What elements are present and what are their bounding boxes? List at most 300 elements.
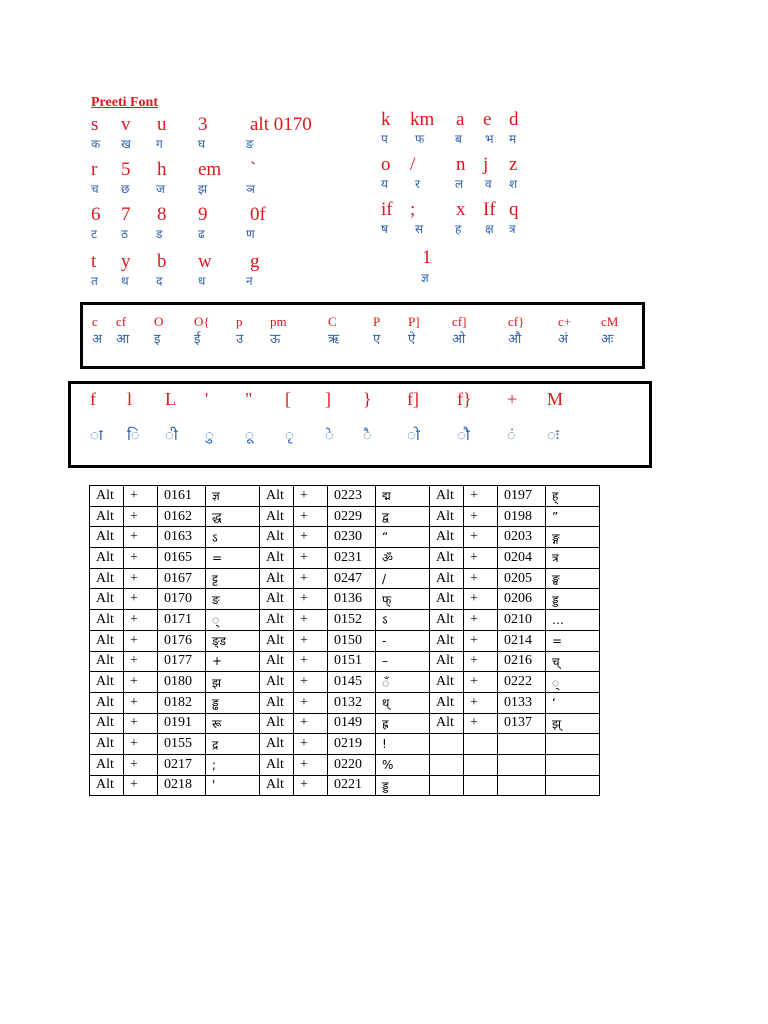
table-row	[90, 506, 600, 527]
devanagari-char: अः	[601, 332, 614, 347]
devanagari-char: फ	[415, 132, 425, 146]
roman-key: t	[91, 251, 97, 272]
code-cell: Alt	[90, 527, 124, 548]
devanagari-char: घ	[198, 137, 206, 151]
code-cell: Alt	[430, 672, 464, 693]
code-cell: +	[294, 734, 328, 755]
code-cell: +	[464, 713, 498, 734]
roman-key: h	[157, 159, 167, 180]
glyph-cell: '	[206, 775, 260, 796]
code-cell	[464, 734, 498, 755]
code-cell	[498, 734, 546, 755]
roman-key: f	[90, 389, 96, 409]
code-cell: +	[124, 692, 158, 713]
table-row	[90, 734, 600, 755]
code-cell: +	[294, 527, 328, 548]
code-cell: 0223	[328, 486, 376, 507]
code-cell: +	[124, 734, 158, 755]
code-cell: 0137	[498, 713, 546, 734]
roman-key: n	[456, 154, 466, 175]
devanagari-char: ख	[121, 137, 131, 151]
code-cell: +	[124, 527, 158, 548]
devanagari-char: ल	[455, 177, 464, 191]
devanagari-char: ढ	[198, 227, 205, 241]
matra-sign: ृ	[285, 426, 294, 444]
table-row	[90, 527, 600, 548]
code-cell: +	[464, 651, 498, 672]
code-cell: 0229	[328, 506, 376, 527]
devanagari-char: भ	[485, 132, 494, 146]
roman-key: km	[410, 109, 435, 130]
glyph-cell: ”	[546, 506, 600, 527]
code-cell: 0149	[328, 713, 376, 734]
code-cell: Alt	[90, 672, 124, 693]
code-cell: 0230	[328, 527, 376, 548]
code-cell: +	[124, 713, 158, 734]
devanagari-char: द	[156, 274, 163, 288]
code-cell: 0170	[158, 589, 206, 610]
code-cell	[464, 775, 498, 796]
devanagari-char: उ	[236, 332, 244, 347]
roman-key: b	[157, 251, 167, 272]
code-cell: Alt	[260, 754, 294, 775]
code-cell: 0152	[328, 610, 376, 631]
roman-key: f]	[407, 389, 419, 409]
glyph-cell: ड्ढ	[206, 692, 260, 713]
roman-key: 3	[198, 114, 208, 135]
code-cell: +	[464, 568, 498, 589]
code-cell: +	[294, 672, 328, 693]
vowel-box	[80, 302, 645, 369]
devanagari-char: ज	[156, 182, 165, 196]
glyph-cell: ङ्ग	[546, 527, 600, 548]
devanagari-char: ञ	[246, 182, 255, 196]
devanagari-char: त्र	[509, 222, 516, 236]
code-cell: 0216	[498, 651, 546, 672]
roman-key: c	[92, 314, 98, 329]
code-cell: +	[294, 589, 328, 610]
devanagari-char: ह	[455, 222, 462, 236]
code-cell: Alt	[430, 527, 464, 548]
roman-key: "	[245, 389, 253, 409]
devanagari-char: ग	[156, 137, 163, 151]
glyph-cell: फ्	[376, 589, 430, 610]
glyph-cell: ड्ड	[376, 775, 430, 796]
devanagari-char: ड	[156, 227, 163, 241]
devanagari-char: ज्ञ	[421, 271, 429, 285]
roman-key: f}	[457, 389, 472, 409]
roman-key: 0f	[250, 204, 266, 225]
code-cell: +	[464, 610, 498, 631]
roman-key: P	[373, 314, 381, 329]
devanagari-char: न	[246, 274, 253, 288]
matra-sign: ी	[165, 426, 178, 444]
matra-sign: ं	[507, 426, 516, 444]
code-cell: Alt	[90, 734, 124, 755]
code-cell: Alt	[90, 713, 124, 734]
code-cell: 0145	[328, 672, 376, 693]
devanagari-char: ण	[246, 227, 255, 241]
glyph-cell: ह्	[546, 486, 600, 507]
roman-key: r	[91, 159, 98, 180]
roman-key: P]	[408, 314, 420, 329]
glyph-cell: ्	[206, 610, 260, 631]
code-cell: Alt	[430, 506, 464, 527]
code-cell: Alt	[90, 610, 124, 631]
code-cell: Alt	[260, 630, 294, 651]
glyph-cell: रू	[206, 713, 260, 734]
devanagari-char: थ	[121, 274, 129, 288]
devanagari-char: ङ	[246, 137, 254, 151]
code-cell: 0133	[498, 692, 546, 713]
code-cell: 0220	[328, 754, 376, 775]
devanagari-char: ध	[198, 274, 206, 288]
code-cell: 0247	[328, 568, 376, 589]
roman-key: if	[381, 199, 393, 220]
devanagari-char: व	[485, 177, 492, 191]
devanagari-char: ऋ	[328, 332, 340, 347]
code-cell: 0136	[328, 589, 376, 610]
code-cell: +	[294, 548, 328, 569]
code-cell: +	[124, 548, 158, 569]
page-title: Preeti Font	[91, 95, 158, 110]
devanagari-char: ई	[194, 332, 201, 347]
glyph-cell: ऽ	[376, 610, 430, 631]
code-cell: +	[294, 754, 328, 775]
roman-key: 9	[198, 204, 208, 225]
glyph-cell: ज्ञ	[206, 486, 260, 507]
glyph-cell: ह्र	[376, 713, 430, 734]
code-cell: 0206	[498, 589, 546, 610]
code-cell: +	[294, 610, 328, 631]
code-cell: 0165	[158, 548, 206, 569]
roman-key: s	[91, 114, 99, 135]
code-cell: Alt	[260, 775, 294, 796]
code-cell: +	[124, 589, 158, 610]
table-row	[90, 568, 600, 589]
devanagari-char: आ	[116, 332, 130, 347]
code-cell: 0132	[328, 692, 376, 713]
code-cell: Alt	[430, 610, 464, 631]
roman-key: `	[250, 159, 257, 180]
code-cell: 0167	[158, 568, 206, 589]
code-cell: Alt	[430, 589, 464, 610]
code-cell	[464, 754, 498, 775]
glyph-cell: ट्ट	[206, 568, 260, 589]
glyph-cell: ॐ	[376, 548, 430, 569]
code-cell: 0177	[158, 651, 206, 672]
glyph-cell	[546, 775, 600, 796]
roman-key: o	[381, 154, 391, 175]
glyph-cell	[546, 754, 600, 775]
code-cell: Alt	[260, 692, 294, 713]
table-row	[90, 692, 600, 713]
roman-key: y	[121, 251, 131, 272]
roman-key: cf}	[508, 314, 525, 329]
roman-key: l	[127, 389, 133, 409]
glyph-cell: ्	[546, 672, 600, 693]
matra-box	[68, 381, 652, 468]
devanagari-char: औ	[508, 332, 522, 347]
roman-key: c+	[558, 314, 572, 329]
glyph-cell: द्व	[376, 506, 430, 527]
roman-key: ]	[325, 389, 331, 409]
code-cell: 0198	[498, 506, 546, 527]
roman-key: C	[328, 314, 337, 329]
code-cell: Alt	[90, 589, 124, 610]
code-cell: 0162	[158, 506, 206, 527]
code-cell: +	[124, 610, 158, 631]
code-cell: +	[464, 506, 498, 527]
code-cell: Alt	[260, 672, 294, 693]
devanagari-char: अं	[558, 332, 568, 347]
glyph-cell: झ	[206, 672, 260, 693]
devanagari-char: ट	[91, 227, 98, 241]
code-cell: 0218	[158, 775, 206, 796]
code-cell: 0171	[158, 610, 206, 631]
glyph-cell: ङ्घ	[546, 568, 600, 589]
devanagari-char: क्ष	[485, 222, 494, 236]
code-cell: Alt	[430, 713, 464, 734]
code-cell: 0210	[498, 610, 546, 631]
glyph-cell: /	[376, 568, 430, 589]
code-cell: +	[464, 672, 498, 693]
table-row	[90, 651, 600, 672]
code-cell	[498, 775, 546, 796]
code-cell: +	[294, 651, 328, 672]
code-cell: 0204	[498, 548, 546, 569]
glyph-cell: त्र	[546, 548, 600, 569]
code-cell: Alt	[90, 775, 124, 796]
devanagari-char: र	[415, 177, 420, 191]
roman-key: v	[121, 114, 131, 135]
glyph-cell: =	[546, 630, 600, 651]
code-cell: Alt	[430, 568, 464, 589]
code-cell: Alt	[260, 527, 294, 548]
matra-sign: ा	[90, 426, 103, 444]
glyph-cell: -	[376, 630, 430, 651]
roman-key: q	[509, 199, 519, 220]
code-cell: Alt	[260, 713, 294, 734]
code-cell: Alt	[430, 651, 464, 672]
roman-key: If	[483, 199, 496, 220]
glyph-cell: =	[206, 548, 260, 569]
code-cell: 0161	[158, 486, 206, 507]
code-cell: Alt	[260, 734, 294, 755]
code-cell: Alt	[430, 692, 464, 713]
code-cell: +	[294, 713, 328, 734]
code-cell: +	[464, 527, 498, 548]
glyph-cell: !	[376, 734, 430, 755]
code-cell: +	[294, 692, 328, 713]
code-cell: Alt	[90, 651, 124, 672]
roman-key: O	[154, 314, 164, 329]
glyph-cell: झ्	[546, 713, 600, 734]
roman-key: d	[509, 109, 519, 130]
code-cell: +	[124, 754, 158, 775]
code-cell: Alt	[90, 486, 124, 507]
devanagari-char: ऊ	[270, 332, 281, 347]
code-cell: +	[124, 775, 158, 796]
code-cell: Alt	[260, 610, 294, 631]
code-cell: Alt	[90, 548, 124, 569]
devanagari-char: छ	[121, 182, 130, 196]
glyph-cell: द्र	[206, 734, 260, 755]
glyph-cell: ऽ	[206, 527, 260, 548]
devanagari-char: क	[91, 137, 101, 151]
glyph-cell: ङ	[206, 589, 260, 610]
roman-key: z	[509, 154, 518, 175]
matra-sign: ि	[127, 426, 140, 444]
devanagari-char: ष	[381, 222, 388, 236]
roman-key: [	[285, 389, 291, 409]
roman-key: k	[381, 109, 391, 130]
code-cell: 0214	[498, 630, 546, 651]
matra-sign: ै	[363, 426, 372, 444]
roman-key: alt 0170	[250, 114, 312, 135]
devanagari-char: स	[415, 222, 424, 236]
roman-key: }	[363, 389, 372, 409]
roman-key: w	[198, 251, 212, 272]
roman-key: ;	[410, 199, 416, 220]
devanagari-char: म	[509, 132, 517, 146]
code-cell: 0176	[158, 630, 206, 651]
matra-sign: े	[325, 426, 334, 444]
glyph-cell: …	[546, 610, 600, 631]
glyph-cell: ँ	[376, 672, 430, 693]
devanagari-char: ए	[373, 332, 381, 347]
code-cell: 0197	[498, 486, 546, 507]
code-cell: Alt	[260, 651, 294, 672]
code-cell: Alt	[430, 486, 464, 507]
roman-key: j	[483, 154, 489, 175]
code-cell: +	[464, 692, 498, 713]
code-cell: 0150	[328, 630, 376, 651]
code-cell: +	[294, 506, 328, 527]
devanagari-char: ऐ	[408, 332, 416, 347]
table-row	[90, 672, 600, 693]
code-cell: +	[124, 568, 158, 589]
devanagari-char: ठ	[121, 227, 128, 241]
roman-key: 6	[91, 204, 101, 225]
glyph-cell: ङ्ड	[206, 630, 260, 651]
code-cell: Alt	[90, 568, 124, 589]
code-cell: 0231	[328, 548, 376, 569]
code-cell: 0222	[498, 672, 546, 693]
code-cell: +	[464, 548, 498, 569]
table-row	[90, 630, 600, 651]
devanagari-char: त	[91, 274, 98, 288]
code-cell: +	[124, 672, 158, 693]
code-cell: Alt	[90, 630, 124, 651]
roman-key: 1	[422, 247, 432, 268]
code-cell: +	[294, 630, 328, 651]
glyph-cell: द्म	[376, 486, 430, 507]
roman-key: /	[410, 154, 416, 175]
roman-key: 8	[157, 204, 167, 225]
devanagari-char: झ	[198, 182, 208, 196]
table-row	[90, 548, 600, 569]
code-cell: +	[124, 630, 158, 651]
table-row	[90, 713, 600, 734]
roman-key: cM	[601, 314, 619, 329]
code-cell: Alt	[90, 506, 124, 527]
glyph-cell: –	[376, 651, 430, 672]
table-row	[90, 754, 600, 775]
code-cell: 0155	[158, 734, 206, 755]
code-cell	[430, 775, 464, 796]
code-cell: 0217	[158, 754, 206, 775]
glyph-cell: ध्	[376, 692, 430, 713]
glyph-cell: +	[206, 651, 260, 672]
code-cell: +	[464, 486, 498, 507]
code-cell: +	[464, 630, 498, 651]
table-row	[90, 486, 600, 507]
devanagari-char: अ	[92, 332, 102, 347]
code-cell: +	[124, 651, 158, 672]
table-row	[90, 775, 600, 796]
devanagari-char: प	[381, 132, 388, 146]
devanagari-char: ओ	[452, 332, 466, 347]
code-cell: 0205	[498, 568, 546, 589]
code-cell: Alt	[430, 630, 464, 651]
devanagari-char: श	[509, 177, 518, 191]
code-cell: 0182	[158, 692, 206, 713]
glyph-cell	[546, 734, 600, 755]
roman-key: 7	[121, 204, 131, 225]
table-row	[90, 589, 600, 610]
code-cell: 0191	[158, 713, 206, 734]
code-cell: Alt	[90, 754, 124, 775]
code-cell	[430, 754, 464, 775]
roman-key: em	[198, 159, 222, 180]
code-cell: +	[124, 486, 158, 507]
alt-code-table	[89, 485, 600, 796]
roman-key: cf	[116, 314, 127, 329]
code-cell: Alt	[260, 589, 294, 610]
matra-sign: ु	[205, 426, 214, 444]
code-cell: +	[294, 775, 328, 796]
code-cell: +	[294, 568, 328, 589]
glyph-cell: ड्ड	[546, 589, 600, 610]
code-cell: 0219	[328, 734, 376, 755]
glyph-cell: “	[376, 527, 430, 548]
code-cell: Alt	[260, 506, 294, 527]
roman-key: x	[456, 199, 466, 220]
roman-key: u	[157, 114, 167, 135]
roman-key: L	[165, 389, 176, 409]
roman-key: g	[250, 251, 260, 272]
roman-key: cf]	[452, 314, 467, 329]
code-cell: +	[124, 506, 158, 527]
code-cell	[430, 734, 464, 755]
roman-key: p	[236, 314, 243, 329]
roman-key: e	[483, 109, 492, 130]
roman-key: a	[456, 109, 465, 130]
code-cell: +	[464, 589, 498, 610]
code-cell: 0221	[328, 775, 376, 796]
glyph-cell: द्ध	[206, 506, 260, 527]
matra-sign: ो	[407, 426, 420, 444]
code-cell: 0163	[158, 527, 206, 548]
glyph-cell: च्	[546, 651, 600, 672]
code-cell: Alt	[90, 692, 124, 713]
code-cell	[498, 754, 546, 775]
glyph-cell: %	[376, 754, 430, 775]
devanagari-char: च	[91, 182, 99, 196]
code-cell: +	[294, 486, 328, 507]
code-cell: Alt	[430, 548, 464, 569]
